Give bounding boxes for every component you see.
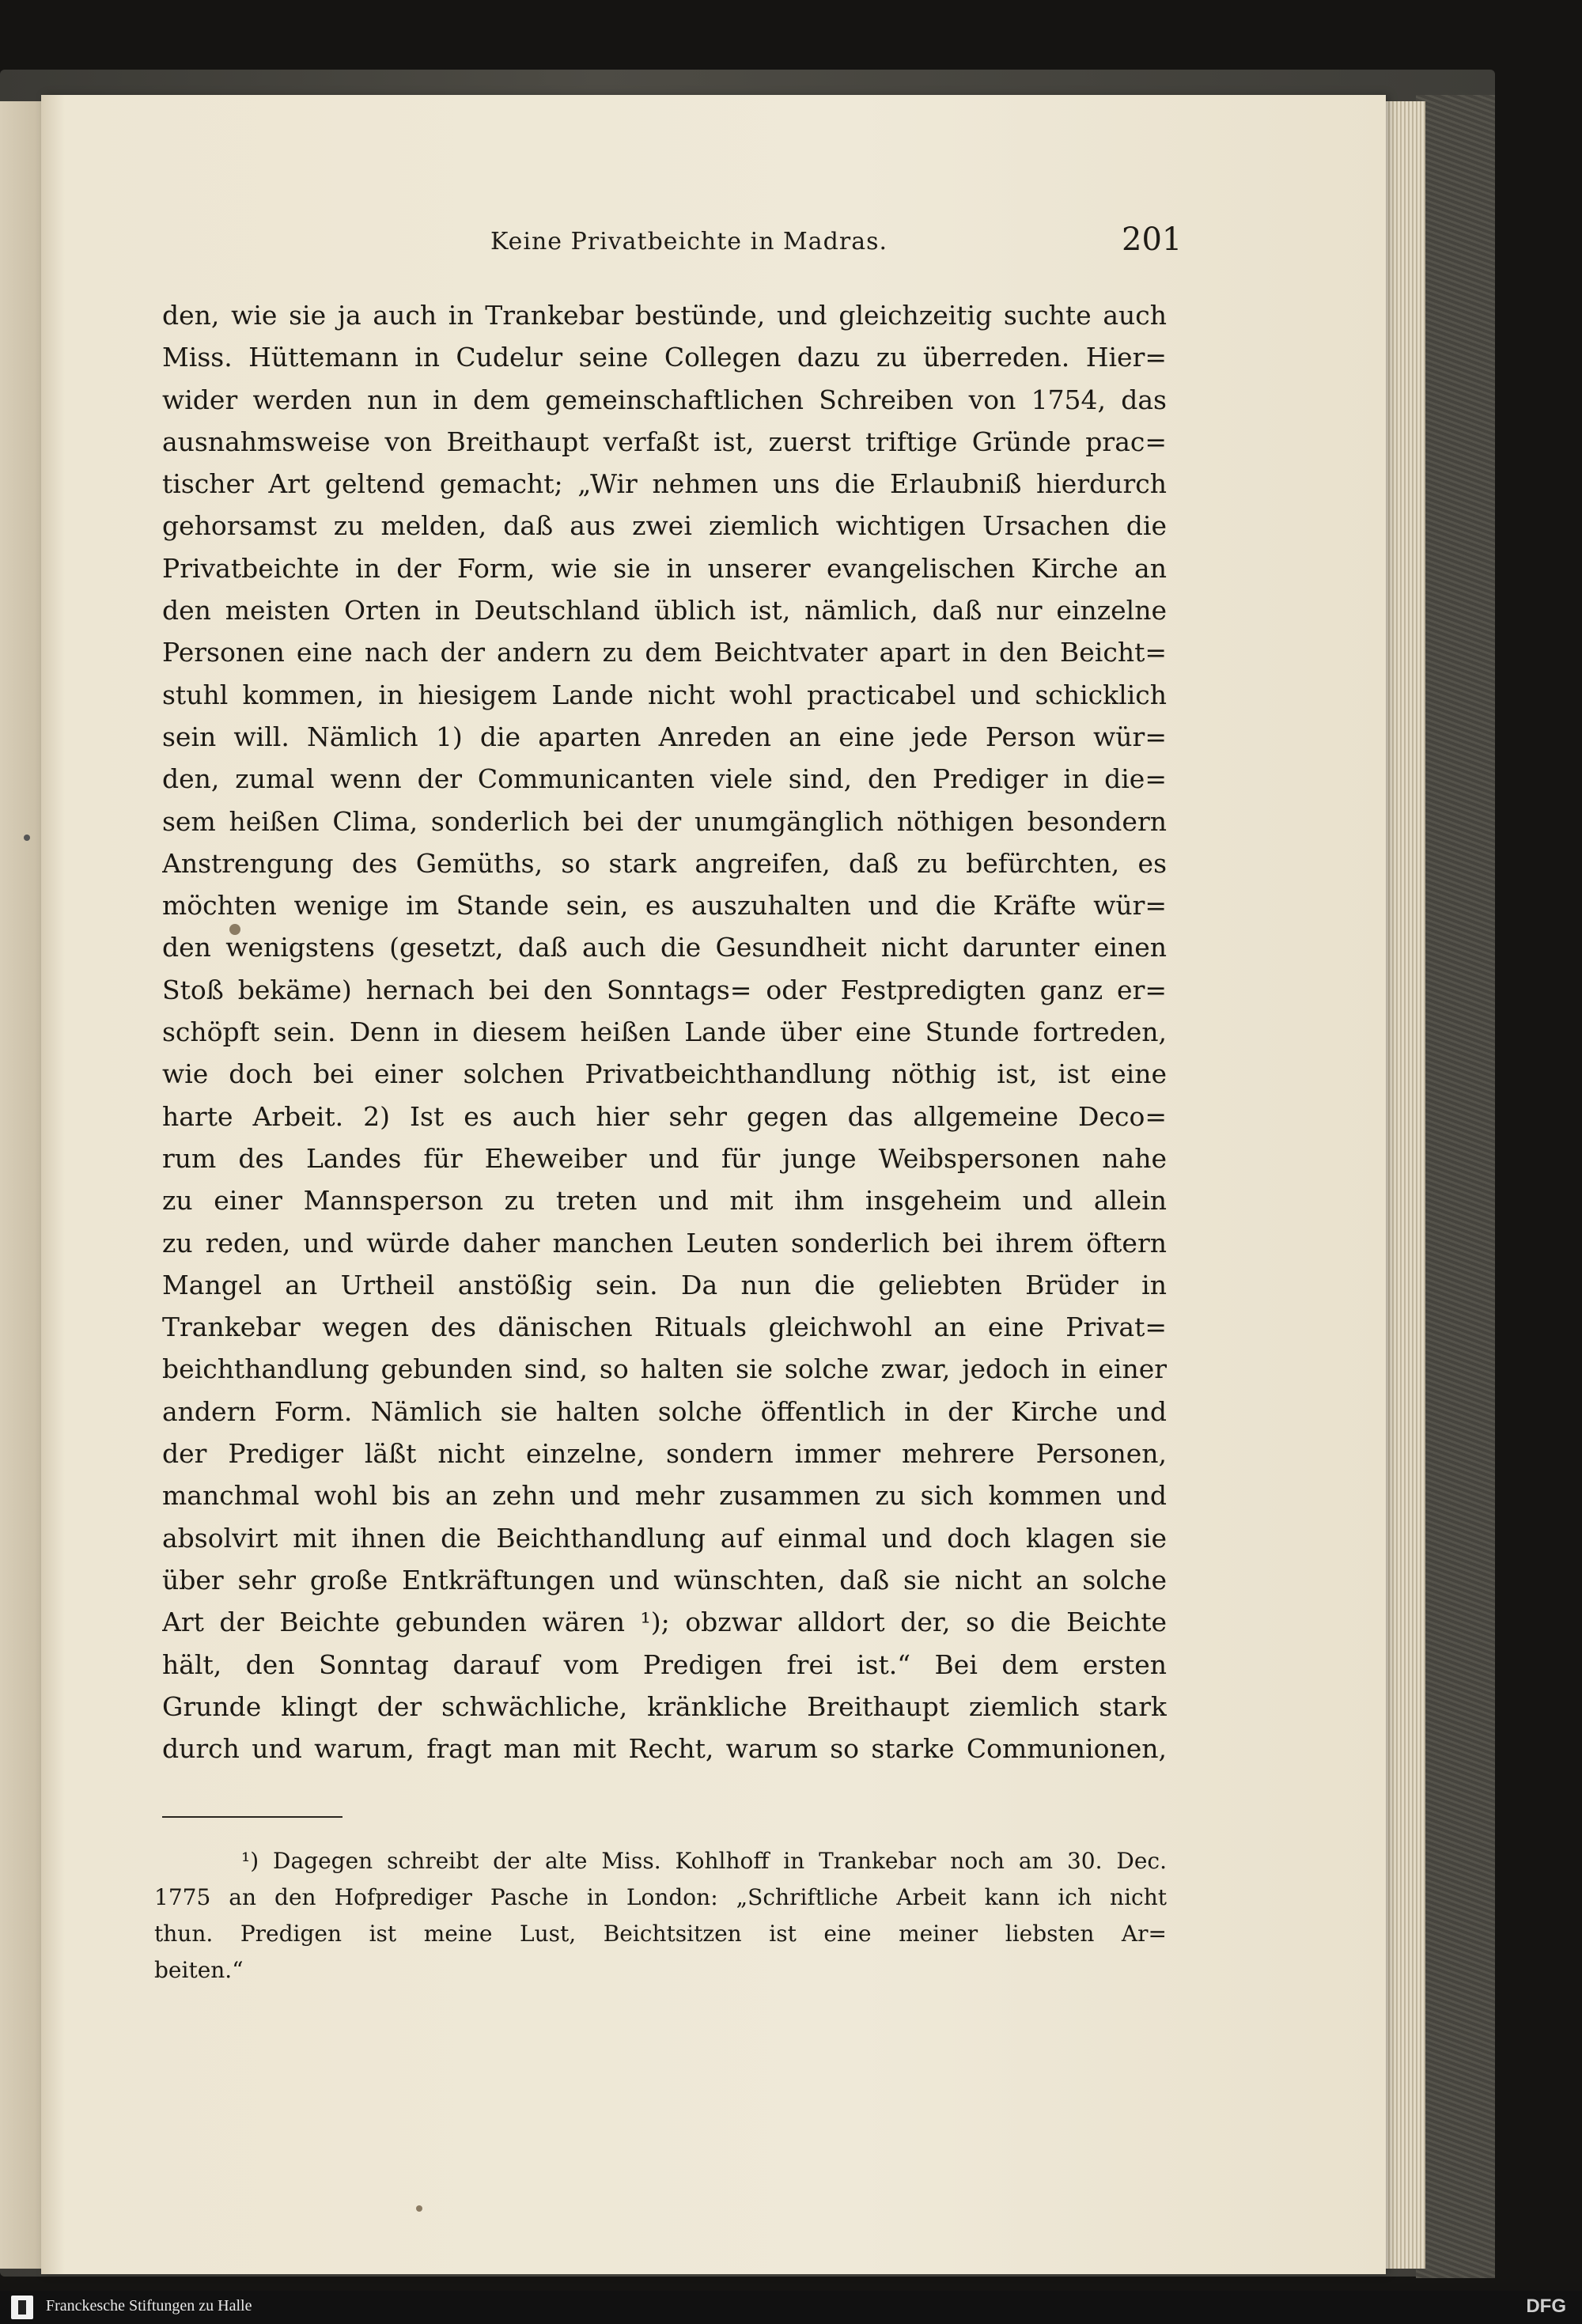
text-line: stuhl kommen, in hiesigem Lande nicht wohl practicabel und schicklich bbox=[162, 679, 1167, 710]
footnote-rule bbox=[162, 1816, 343, 1818]
text-line: sein will. Nämlich 1) die aparten Anreden an eine jede Person wür= bbox=[162, 721, 1167, 752]
running-head bbox=[0, 221, 1582, 267]
text-line: Miss. Hüttemann in Cudelur seine Collegen dazu zu überreden. Hier= bbox=[162, 342, 1167, 373]
text-line: hält, den Sonntag darauf vom Predigen frei ist.“ Bei dem ersten bbox=[162, 1648, 1167, 1680]
text-line: zu reden, und würde daher manchen Leuten sonderlich bei ihrem öftern bbox=[162, 1227, 1167, 1259]
text-line: wie doch bei einer solchen Privatbeichthandlung nöthig ist, ist eine bbox=[162, 1058, 1167, 1090]
text-line: den, zumal wenn der Communicanten viele sind, den Prediger in die= bbox=[162, 763, 1167, 795]
institution-logo-icon bbox=[11, 2296, 33, 2319]
text-line: zu einer Mannsperson zu treten und mit ihm insgeheim und allein bbox=[162, 1185, 1167, 1217]
text-line: beichthandlung gebunden sind, so halten sie solche zwar, jedoch in einer bbox=[162, 1353, 1167, 1385]
page-number: 201 bbox=[1122, 221, 1183, 258]
paper-speck bbox=[24, 835, 30, 841]
text-line: gehorsamst zu melden, daß aus zwei ziemlich wichtigen Ursachen die bbox=[162, 510, 1167, 542]
dfg-logo: DFG bbox=[1526, 2296, 1566, 2317]
text-line: den, wie sie ja auch in Trankebar bestünde, und gleichzeitig suchte auch bbox=[162, 300, 1167, 331]
book-spine-cloth bbox=[1416, 95, 1495, 2278]
institution-name: Franckesche Stiftungen zu Halle bbox=[46, 2297, 252, 2315]
footnote-line: thun. Predigen ist meine Lust, Beichtsitzen ist eine meiner liebsten Ar= bbox=[154, 1921, 1167, 1947]
footnote bbox=[154, 1843, 1167, 1989]
text-line: andern Form. Nämlich sie halten solche öffentlich in der Kirche und bbox=[162, 1395, 1167, 1427]
text-line: Grunde klingt der schwächliche, kränkliche Breithaupt ziemlich stark bbox=[162, 1690, 1167, 1722]
footnote-line: ¹) Dagegen schreibt der alte Miss. Kohlhoff in Trankebar noch am 30. Dec. bbox=[241, 1848, 1167, 1874]
text-line: wider werden nun in dem gemeinschaftlichen Schreiben von 1754, das bbox=[162, 384, 1167, 415]
footnote-line: 1775 an den Hofprediger Pasche in London: „Schriftliche Arbeit kann ich nicht bbox=[154, 1884, 1167, 1910]
text-line: absolvirt mit ihnen die Beichthandlung auf einmal und doch klagen sie bbox=[162, 1522, 1167, 1554]
text-line: schöpft sein. Denn in diesem heißen Lande über eine Stunde fortreden, bbox=[162, 1016, 1167, 1048]
text-line: Art der Beichte gebunden wären ¹); obzwar alldort der, so die Beichte bbox=[162, 1607, 1167, 1638]
text-line: sem heißen Clima, sonderlich bei der unumgänglich nöthigen besondern bbox=[162, 805, 1167, 837]
text-line: möchten wenige im Stande sein, es auszuhalten und die Kräfte wür= bbox=[162, 890, 1167, 922]
running-title: Keine Privatbeichte in Madras. bbox=[490, 228, 888, 255]
text-line: über sehr große Entkräftungen und wünschten, daß sie nicht an solche bbox=[162, 1564, 1167, 1595]
text-line: Mangel an Urtheil anstößig sein. Da nun die geliebten Brüder in bbox=[162, 1269, 1167, 1300]
facing-page-edge bbox=[0, 101, 41, 2269]
text-line: Privatbeichte in der Form, wie sie in unserer evangelischen Kirche an bbox=[162, 552, 1167, 584]
footnote-line: beiten.“ bbox=[154, 1957, 244, 1983]
text-line: Anstrengung des Gemüths, so stark angreifen, daß zu befürchten, es bbox=[162, 847, 1167, 879]
viewer-footer bbox=[0, 2291, 1582, 2324]
text-line: Trankebar wegen des dänischen Rituals gleichwohl an eine Privat= bbox=[162, 1312, 1167, 1343]
text-line: den meisten Orten in Deutschland üblich ist, nämlich, daß nur einzelne bbox=[162, 595, 1167, 626]
body-text bbox=[162, 294, 1167, 1769]
text-line: tischer Art geltend gemacht; „Wir nehmen uns die Erlaubniß hierdurch bbox=[162, 468, 1167, 500]
text-line: Personen eine nach der andern zu dem Beichtvater apart in den Beicht= bbox=[162, 637, 1167, 668]
text-line: manchmal wohl bis an zehn und mehr zusammen zu sich kommen und bbox=[162, 1480, 1167, 1512]
text-line: den wenigstens (gesetzt, daß auch die Gesundheit nicht darunter einen bbox=[162, 932, 1167, 963]
text-line: harte Arbeit. 2) Ist es auch hier sehr gegen das allgemeine Deco= bbox=[162, 1100, 1167, 1132]
paper-speck bbox=[416, 2205, 422, 2212]
text-line: durch und warum, fragt man mit Recht, warum so starke Communionen, bbox=[162, 1733, 1167, 1765]
text-line: ausnahmsweise von Breithaupt verfaßt ist, zuerst triftige Gründe prac= bbox=[162, 426, 1167, 457]
text-line: der Prediger läßt nicht einzelne, sondern immer mehrere Personen, bbox=[162, 1438, 1167, 1470]
text-line: rum des Landes für Eheweiber und für junge Weibspersonen nahe bbox=[162, 1142, 1167, 1174]
text-line: Stoß bekäme) hernach bei den Sonntags= oder Festpredigten ganz er= bbox=[162, 974, 1167, 1005]
